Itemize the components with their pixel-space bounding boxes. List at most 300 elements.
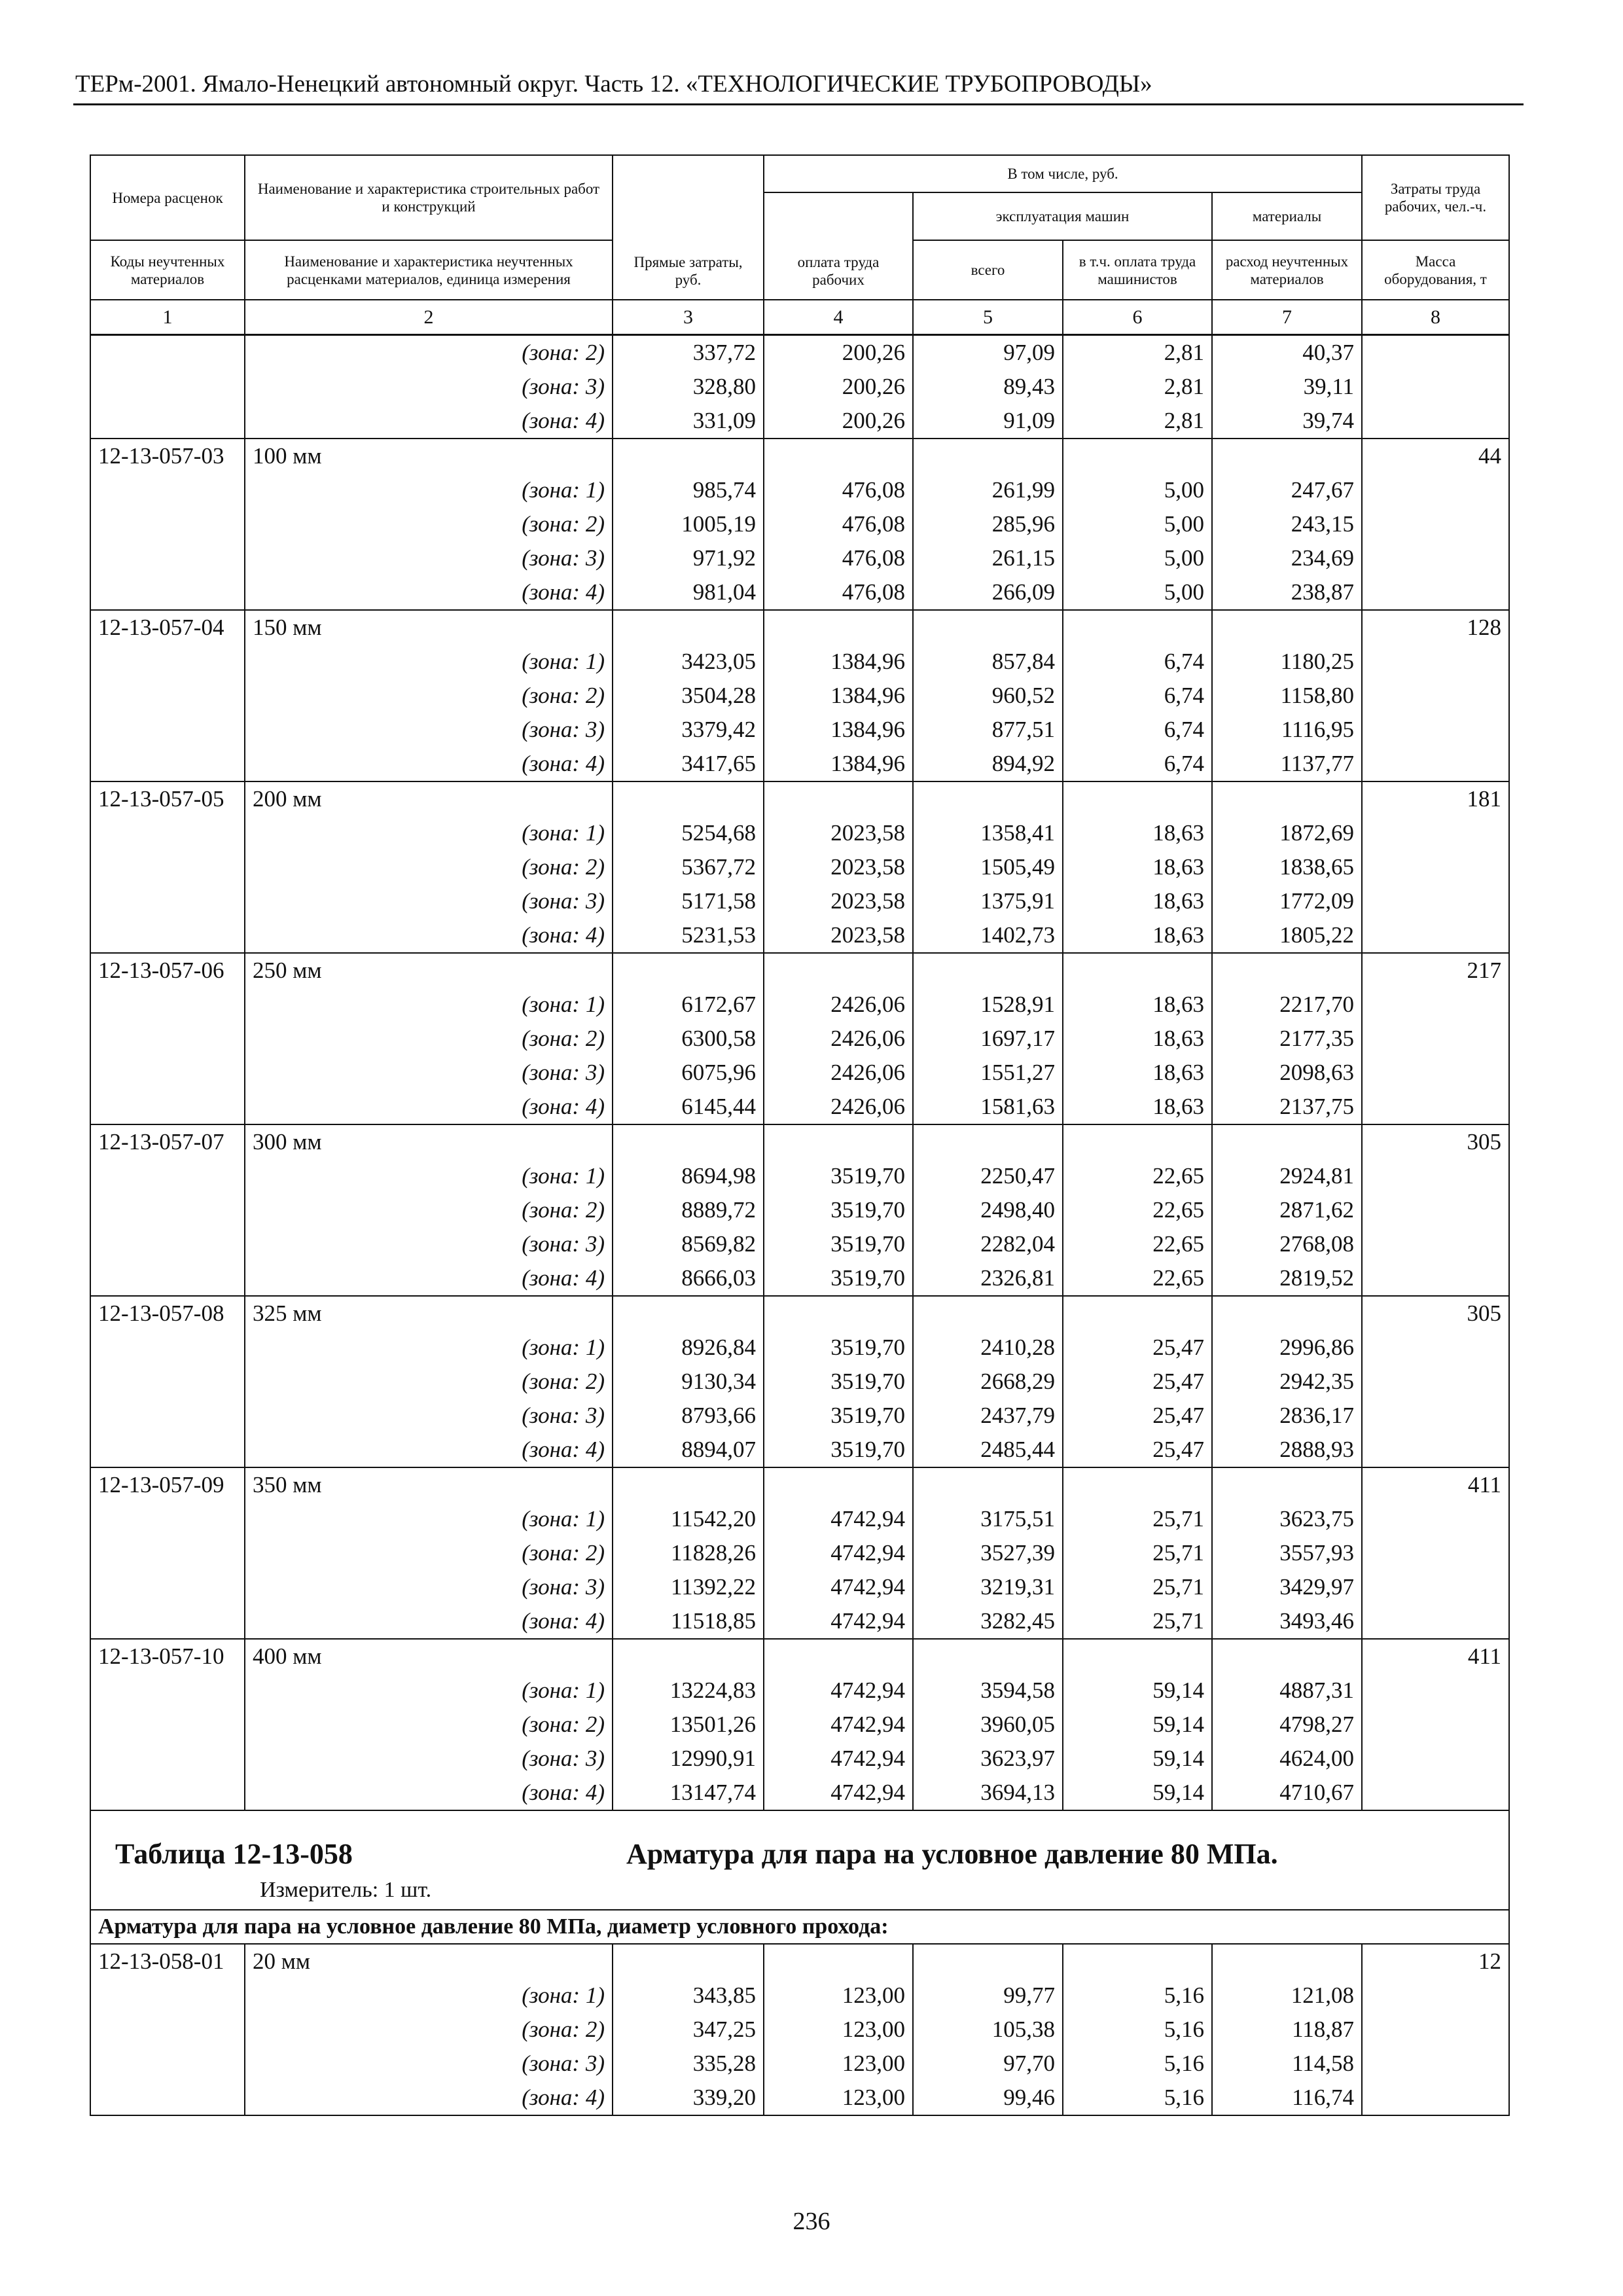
empty-cell — [90, 1776, 245, 1810]
zone-label: (зона: 3) — [245, 1399, 613, 1433]
empty-cell — [1362, 1742, 1509, 1776]
zone-label: (зона: 3) — [245, 541, 613, 575]
table-row — [90, 1159, 1509, 1193]
table-row — [90, 1674, 1509, 1708]
machines-total-value: 2668,29 — [913, 1365, 1063, 1399]
rate-group-row — [90, 1639, 1509, 1674]
labor-pay-value: 123,00 — [764, 2047, 913, 2081]
direct-costs-value: 331,09 — [613, 404, 764, 439]
direct-costs-value: 8889,72 — [613, 1193, 764, 1227]
machines-total-value: 3694,13 — [913, 1776, 1063, 1810]
machines-total-value: 1697,17 — [913, 1022, 1063, 1056]
machines-total-value: 1581,63 — [913, 1090, 1063, 1124]
labor-pay-value: 2426,06 — [764, 988, 913, 1022]
empty-cell — [90, 1536, 245, 1570]
table-row — [90, 335, 1509, 370]
zone-label: (зона: 3) — [245, 1056, 613, 1090]
direct-costs-value: 8666,03 — [613, 1261, 764, 1296]
machines-total-value: 1402,73 — [913, 918, 1063, 953]
machines-total-value: 3282,45 — [913, 1604, 1063, 1639]
direct-costs-value: 5254,68 — [613, 816, 764, 850]
machinist-pay-value: 18,63 — [1063, 1056, 1212, 1090]
rate-code: 12-13-057-03 — [90, 439, 245, 473]
zone-label: (зона: 1) — [245, 1674, 613, 1708]
empty-cell — [1063, 1944, 1212, 1979]
table-row — [90, 1331, 1509, 1365]
empty-cell — [1362, 1365, 1509, 1399]
empty-cell — [1362, 1399, 1509, 1433]
empty-cell — [90, 1227, 245, 1261]
direct-costs-value: 5171,58 — [613, 884, 764, 918]
empty-cell — [90, 2047, 245, 2081]
empty-cell — [90, 404, 245, 439]
empty-cell — [90, 1570, 245, 1604]
direct-costs-value: 8569,82 — [613, 1227, 764, 1261]
empty-cell — [1362, 1433, 1509, 1467]
machines-total-value: 3219,31 — [913, 1570, 1063, 1604]
zone-label: (зона: 2) — [245, 2013, 613, 2047]
labor-pay-value: 2426,06 — [764, 1056, 913, 1090]
machinist-pay-value: 22,65 — [1063, 1261, 1212, 1296]
table-row — [90, 884, 1509, 918]
empty-cell — [1362, 1776, 1509, 1810]
empty-cell — [1212, 439, 1362, 473]
empty-cell — [1362, 1227, 1509, 1261]
table-row — [90, 507, 1509, 541]
machines-total-value: 97,09 — [913, 335, 1063, 370]
col-number: 8 — [1362, 300, 1509, 335]
labor-pay-value: 1384,96 — [764, 713, 913, 747]
empty-cell — [913, 781, 1063, 816]
labor-pay-value: 123,00 — [764, 2081, 913, 2115]
empty-cell — [913, 439, 1063, 473]
table-row — [90, 1022, 1509, 1056]
materials-value: 2098,63 — [1212, 1056, 1362, 1090]
direct-costs-value: 6145,44 — [613, 1090, 764, 1124]
empty-cell — [1212, 1467, 1362, 1502]
th-unaccounted-consumption: расход неучтенных материалов — [1212, 240, 1362, 300]
empty-cell — [913, 610, 1063, 645]
empty-cell — [90, 370, 245, 404]
empty-cell — [90, 679, 245, 713]
empty-cell — [764, 610, 913, 645]
table-row — [90, 1742, 1509, 1776]
empty-cell — [913, 953, 1063, 988]
rate-group-row — [90, 1296, 1509, 1331]
rate-group-row — [90, 610, 1509, 645]
machines-total-value: 3623,97 — [913, 1742, 1063, 1776]
zone-label: (зона: 4) — [245, 747, 613, 781]
machines-total-value: 261,99 — [913, 473, 1063, 507]
zone-label: (зона: 1) — [245, 473, 613, 507]
direct-costs-value: 3417,65 — [613, 747, 764, 781]
machinist-pay-value: 25,47 — [1063, 1331, 1212, 1365]
zone-label: (зона: 2) — [245, 1193, 613, 1227]
labor-pay-value: 123,00 — [764, 2013, 913, 2047]
labor-pay-value: 4742,94 — [764, 1536, 913, 1570]
empty-cell — [90, 1022, 245, 1056]
machines-total-value: 285,96 — [913, 507, 1063, 541]
col-number: 4 — [764, 300, 913, 335]
table-row — [90, 1433, 1509, 1467]
empty-cell — [1362, 1708, 1509, 1742]
machines-total-value: 2250,47 — [913, 1159, 1063, 1193]
machines-total-value: 2326,81 — [913, 1261, 1063, 1296]
zone-label: (зона: 4) — [245, 918, 613, 953]
materials-value: 3557,93 — [1212, 1536, 1362, 1570]
table-row — [90, 541, 1509, 575]
empty-cell — [1362, 988, 1509, 1022]
zone-label: (зона: 2) — [245, 1365, 613, 1399]
table-row — [90, 473, 1509, 507]
machinist-pay-value: 59,14 — [1063, 1674, 1212, 1708]
empty-cell — [90, 1090, 245, 1124]
labor-pay-value: 2426,06 — [764, 1090, 913, 1124]
materials-value: 4798,27 — [1212, 1708, 1362, 1742]
zone-label: (зона: 3) — [245, 713, 613, 747]
direct-costs-value: 6300,58 — [613, 1022, 764, 1056]
machinist-pay-value: 22,65 — [1063, 1193, 1212, 1227]
column-numbers-row — [90, 300, 1509, 335]
machinist-pay-value: 18,63 — [1063, 884, 1212, 918]
direct-costs-value: 5231,53 — [613, 918, 764, 953]
table-row — [90, 679, 1509, 713]
machines-total-value: 894,92 — [913, 747, 1063, 781]
materials-value: 2888,93 — [1212, 1433, 1362, 1467]
materials-value: 118,87 — [1212, 2013, 1362, 2047]
machinist-pay-value: 18,63 — [1063, 988, 1212, 1022]
empty-cell — [764, 781, 913, 816]
direct-costs-value: 1005,19 — [613, 507, 764, 541]
empty-cell — [1362, 850, 1509, 884]
empty-cell — [90, 335, 245, 370]
empty-cell — [1063, 953, 1212, 988]
table-row — [90, 2013, 1509, 2047]
th-including: В том числе, руб. — [764, 155, 1362, 192]
empty-cell — [1362, 1159, 1509, 1193]
empty-cell — [1362, 1502, 1509, 1536]
materials-value: 234,69 — [1212, 541, 1362, 575]
zone-label: (зона: 3) — [245, 884, 613, 918]
machinist-pay-value: 59,14 — [1063, 1708, 1212, 1742]
machines-total-value: 99,77 — [913, 1979, 1063, 2013]
labor-pay-value: 2023,58 — [764, 884, 913, 918]
empty-cell — [613, 1124, 764, 1159]
empty-cell — [90, 1604, 245, 1639]
th-materials: материалы — [1212, 192, 1362, 240]
machinist-pay-value: 59,14 — [1063, 1776, 1212, 1810]
labor-pay-value: 476,08 — [764, 507, 913, 541]
machinist-pay-value: 2,81 — [1063, 335, 1212, 370]
direct-costs-value: 12990,91 — [613, 1742, 764, 1776]
direct-costs-value: 3504,28 — [613, 679, 764, 713]
empty-cell — [1063, 1467, 1212, 1502]
machinist-pay-value: 6,74 — [1063, 747, 1212, 781]
materials-value: 2924,81 — [1212, 1159, 1362, 1193]
th-labor-costs: Затраты труда рабочих, чел.-ч. — [1362, 155, 1509, 240]
table-row — [90, 1708, 1509, 1742]
machinist-pay-value: 25,47 — [1063, 1399, 1212, 1433]
empty-cell — [1212, 1296, 1362, 1331]
empty-cell — [764, 1639, 913, 1674]
machinist-pay-value: 2,81 — [1063, 404, 1212, 439]
table-row — [90, 1227, 1509, 1261]
rate-name: 350 мм — [245, 1467, 613, 1502]
labor-pay-value: 4742,94 — [764, 1742, 913, 1776]
zone-label: (зона: 4) — [245, 404, 613, 439]
machinist-pay-value: 18,63 — [1063, 816, 1212, 850]
labor-pay-value: 476,08 — [764, 575, 913, 610]
empty-cell — [1362, 2047, 1509, 2081]
machinist-pay-value: 5,16 — [1063, 2081, 1212, 2115]
machinist-pay-value: 5,16 — [1063, 1979, 1212, 2013]
machinist-pay-value: 5,16 — [1063, 2047, 1212, 2081]
empty-cell — [613, 610, 764, 645]
rate-code: 12-13-057-09 — [90, 1467, 245, 1502]
table-row — [90, 2081, 1509, 2115]
empty-cell — [90, 1742, 245, 1776]
machinist-pay-value: 18,63 — [1063, 918, 1212, 953]
machinist-pay-value: 5,00 — [1063, 473, 1212, 507]
machines-total-value: 3527,39 — [913, 1536, 1063, 1570]
col-number: 1 — [90, 300, 245, 335]
empty-cell — [90, 1331, 245, 1365]
empty-cell — [764, 439, 913, 473]
machinist-pay-value: 6,74 — [1063, 679, 1212, 713]
rate-name: 200 мм — [245, 781, 613, 816]
col-number: 5 — [913, 300, 1063, 335]
zone-label: (зона: 2) — [245, 1536, 613, 1570]
table-row — [90, 575, 1509, 610]
materials-value: 39,74 — [1212, 404, 1362, 439]
labor-pay-value: 476,08 — [764, 473, 913, 507]
empty-cell — [613, 1944, 764, 1979]
empty-cell — [90, 1261, 245, 1296]
empty-cell — [613, 1639, 764, 1674]
table-row — [90, 747, 1509, 781]
materials-value: 4887,31 — [1212, 1674, 1362, 1708]
col-number: 3 — [613, 300, 764, 335]
machines-total-value: 2437,79 — [913, 1399, 1063, 1433]
empty-cell — [1212, 1124, 1362, 1159]
rate-code: 12-13-057-06 — [90, 953, 245, 988]
empty-cell — [1212, 953, 1362, 988]
direct-costs-value: 13501,26 — [613, 1708, 764, 1742]
col-number: 6 — [1063, 300, 1212, 335]
materials-value: 2996,86 — [1212, 1331, 1362, 1365]
rate-group-row — [90, 953, 1509, 988]
zone-label: (зона: 1) — [245, 1979, 613, 2013]
labor-pay-value: 3519,70 — [764, 1433, 913, 1467]
labor-pay-value: 200,26 — [764, 404, 913, 439]
materials-value: 2137,75 — [1212, 1090, 1362, 1124]
direct-costs-value: 8793,66 — [613, 1399, 764, 1433]
direct-costs-value: 8694,98 — [613, 1159, 764, 1193]
empty-cell — [90, 1056, 245, 1090]
direct-costs-value: 339,20 — [613, 2081, 764, 2115]
labor-pay-value: 3519,70 — [764, 1399, 913, 1433]
materials-value: 2836,17 — [1212, 1399, 1362, 1433]
machines-total-value: 857,84 — [913, 645, 1063, 679]
materials-value: 243,15 — [1212, 507, 1362, 541]
machinist-pay-value: 25,47 — [1063, 1433, 1212, 1467]
direct-costs-value: 13147,74 — [613, 1776, 764, 1810]
direct-costs-value: 343,85 — [613, 1979, 764, 2013]
col-number: 7 — [1212, 300, 1362, 335]
materials-value: 1772,09 — [1212, 884, 1362, 918]
rate-group-row — [90, 1944, 1509, 1979]
direct-costs-value: 13224,83 — [613, 1674, 764, 1708]
table-row — [90, 1399, 1509, 1433]
empty-cell — [90, 816, 245, 850]
table-row — [90, 1502, 1509, 1536]
zone-label: (зона: 3) — [245, 370, 613, 404]
materials-value: 1805,22 — [1212, 918, 1362, 953]
table-title-block — [90, 1810, 1509, 1910]
price-table — [90, 154, 1510, 2116]
direct-costs-value: 328,80 — [613, 370, 764, 404]
materials-value: 4710,67 — [1212, 1776, 1362, 1810]
rate-group-row — [90, 439, 1509, 473]
materials-value: 3493,46 — [1212, 1604, 1362, 1639]
col-number: 2 — [245, 300, 613, 335]
direct-costs-value: 6075,96 — [613, 1056, 764, 1090]
th-equipment-mass: Масса оборудования, т — [1362, 240, 1509, 300]
table-row — [90, 1090, 1509, 1124]
zone-label: (зона: 2) — [245, 1708, 613, 1742]
empty-cell — [1212, 610, 1362, 645]
machines-total-value: 2410,28 — [913, 1331, 1063, 1365]
machinist-pay-value: 18,63 — [1063, 1090, 1212, 1124]
machinist-pay-value: 5,00 — [1063, 575, 1212, 610]
rate-code: 12-13-057-08 — [90, 1296, 245, 1331]
zone-label: (зона: 4) — [245, 1604, 613, 1639]
materials-value: 1137,77 — [1212, 747, 1362, 781]
materials-value: 3623,75 — [1212, 1502, 1362, 1536]
labor-pay-value: 200,26 — [764, 370, 913, 404]
empty-cell — [764, 1467, 913, 1502]
labor-pay-value: 4742,94 — [764, 1708, 913, 1742]
materials-value: 4624,00 — [1212, 1742, 1362, 1776]
machines-total-value: 2282,04 — [913, 1227, 1063, 1261]
empty-cell — [1362, 1090, 1509, 1124]
machines-total-value: 105,38 — [913, 2013, 1063, 2047]
labor-pay-value: 3519,70 — [764, 1227, 913, 1261]
table-subheading-row — [90, 1910, 1509, 1944]
rate-name: 325 мм — [245, 1296, 613, 1331]
th-machinist-pay: в т.ч. оплата труда машинистов — [1063, 240, 1212, 300]
empty-cell — [613, 439, 764, 473]
table-row — [90, 713, 1509, 747]
table-row — [90, 1193, 1509, 1227]
empty-cell — [1362, 473, 1509, 507]
zone-label: (зона: 2) — [245, 850, 613, 884]
empty-cell — [613, 1467, 764, 1502]
materials-value: 40,37 — [1212, 335, 1362, 370]
empty-cell — [1362, 918, 1509, 953]
machines-total-value: 97,70 — [913, 2047, 1063, 2081]
labor-pay-value: 2023,58 — [764, 850, 913, 884]
zone-label: (зона: 4) — [245, 1433, 613, 1467]
labor-costs-value: 181 — [1362, 781, 1509, 816]
labor-pay-value: 3519,70 — [764, 1331, 913, 1365]
direct-costs-value: 11392,22 — [613, 1570, 764, 1604]
empty-cell — [1362, 713, 1509, 747]
direct-costs-value: 3423,05 — [613, 645, 764, 679]
labor-pay-value: 3519,70 — [764, 1261, 913, 1296]
empty-cell — [1362, 1056, 1509, 1090]
labor-costs-value: 128 — [1362, 610, 1509, 645]
zone-label: (зона: 1) — [245, 988, 613, 1022]
empty-cell — [1362, 1261, 1509, 1296]
zone-label: (зона: 3) — [245, 1742, 613, 1776]
empty-cell — [1362, 404, 1509, 439]
materials-value: 116,74 — [1212, 2081, 1362, 2115]
labor-pay-value: 4742,94 — [764, 1776, 913, 1810]
empty-cell — [913, 1639, 1063, 1674]
empty-cell — [1063, 1296, 1212, 1331]
table-row — [90, 1570, 1509, 1604]
zone-label: (зона: 2) — [245, 1022, 613, 1056]
machinist-pay-value: 5,00 — [1063, 541, 1212, 575]
zone-label: (зона: 3) — [245, 1570, 613, 1604]
zone-label: (зона: 1) — [245, 1502, 613, 1536]
th-total: всего — [913, 240, 1063, 300]
labor-pay-value: 1384,96 — [764, 679, 913, 713]
machines-total-value: 89,43 — [913, 370, 1063, 404]
labor-pay-value: 4742,94 — [764, 1570, 913, 1604]
labor-pay-value: 3519,70 — [764, 1365, 913, 1399]
empty-cell — [90, 988, 245, 1022]
empty-cell — [913, 1124, 1063, 1159]
empty-cell — [1362, 1570, 1509, 1604]
table-row — [90, 850, 1509, 884]
machines-total-value: 3175,51 — [913, 1502, 1063, 1536]
table-row — [90, 1536, 1509, 1570]
labor-pay-value: 2023,58 — [764, 918, 913, 953]
empty-cell — [90, 850, 245, 884]
table-row — [90, 1261, 1509, 1296]
th-work-name: Наименование и характеристика строительных работ и конструкций — [245, 155, 613, 240]
rate-code: 12-13-058-01 — [90, 1944, 245, 1979]
direct-costs-value: 11542,20 — [613, 1502, 764, 1536]
table-body — [90, 335, 1509, 2116]
machinist-pay-value: 25,47 — [1063, 1365, 1212, 1399]
direct-costs-value: 5367,72 — [613, 850, 764, 884]
labor-pay-value: 4742,94 — [764, 1674, 913, 1708]
th-unaccounted-names: Наименование и характеристика неучтенных расценками материалов, единица измерения — [245, 240, 613, 300]
table-head — [90, 155, 1509, 335]
rate-code: 12-13-057-10 — [90, 1639, 245, 1674]
empty-cell — [90, 541, 245, 575]
labor-costs-value: 305 — [1362, 1124, 1509, 1159]
machinist-pay-value: 25,71 — [1063, 1536, 1212, 1570]
empty-cell — [1063, 1639, 1212, 1674]
empty-cell — [90, 1365, 245, 1399]
rate-name: 20 мм — [245, 1944, 613, 1979]
direct-costs-value: 981,04 — [613, 575, 764, 610]
direct-costs-value: 3379,42 — [613, 713, 764, 747]
empty-cell — [90, 1708, 245, 1742]
table-row — [90, 1776, 1509, 1810]
th-machine-operation: эксплуатация машин — [913, 192, 1212, 240]
labor-costs-value: 44 — [1362, 439, 1509, 473]
materials-value: 2942,35 — [1212, 1365, 1362, 1399]
empty-cell — [1063, 610, 1212, 645]
empty-cell — [913, 1944, 1063, 1979]
zone-label: (зона: 4) — [245, 1261, 613, 1296]
machines-total-value: 91,09 — [913, 404, 1063, 439]
